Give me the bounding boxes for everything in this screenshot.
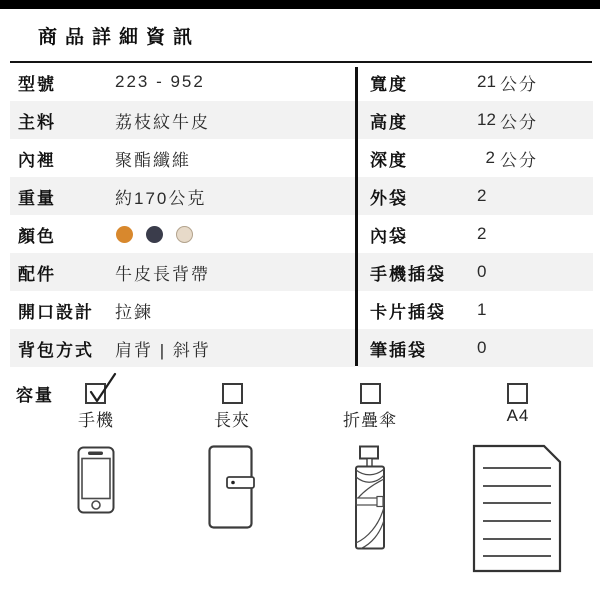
spec-label: 筆插袋 <box>370 340 427 360</box>
page-title: 商品詳細資訊 <box>38 27 201 48</box>
spec-value: 223 - 952 <box>115 72 205 91</box>
spec-label: 寬度 <box>370 74 408 94</box>
spec-label: 型號 <box>18 74 56 94</box>
a4-paper-icon <box>472 444 562 573</box>
spec-value: 肩背 | 斜背 <box>115 340 211 360</box>
spec-number: 0 <box>477 262 487 281</box>
color-swatches <box>116 226 193 243</box>
spec-table <box>10 63 593 367</box>
spec-value: 約170公克 <box>115 188 207 208</box>
capacity-checkbox-a4[interactable] <box>507 383 528 404</box>
table-row-colors <box>10 215 355 253</box>
table-row <box>10 253 355 291</box>
spec-number: 12 <box>477 110 496 129</box>
spec-number: 21 <box>477 72 496 91</box>
capacity-checkbox-wallet[interactable] <box>222 383 243 404</box>
table-row <box>10 139 355 177</box>
spec-number: 1 <box>477 300 487 319</box>
folding-umbrella-icon <box>354 445 388 550</box>
table-row <box>358 63 593 101</box>
spec-label: 顏色 <box>18 226 56 246</box>
spec-label: 重量 <box>18 188 56 208</box>
spec-label: 深度 <box>370 150 408 170</box>
spec-label: 配件 <box>18 264 56 284</box>
table-row <box>358 215 593 253</box>
spec-value: 荔枝紋牛皮 <box>115 112 210 132</box>
spec-label: 外袋 <box>370 188 408 208</box>
table-row <box>358 139 593 177</box>
spec-value: 牛皮長背帶 <box>115 264 210 284</box>
spec-label: 主料 <box>18 112 56 132</box>
spec-unit: 公分 <box>500 150 538 170</box>
table-row <box>10 63 355 101</box>
table-row <box>10 101 355 139</box>
spec-label: 內袋 <box>370 226 408 246</box>
long-wallet-icon <box>208 445 256 529</box>
spec-label: 內裡 <box>18 150 56 170</box>
table-row <box>358 177 593 215</box>
spec-unit: 公分 <box>500 112 538 132</box>
capacity-item-label: 手機 <box>78 411 114 430</box>
phone-icon <box>77 446 115 514</box>
spec-label: 高度 <box>370 112 408 132</box>
table-row <box>358 253 593 291</box>
table-row <box>358 329 593 367</box>
spec-number: 2 <box>485 148 495 167</box>
table-row <box>10 177 355 215</box>
color-swatch-navy <box>146 226 163 243</box>
checkmark-icon <box>84 370 118 406</box>
spec-number: 2 <box>477 186 487 205</box>
capacity-item-label: 折疊傘 <box>343 411 397 430</box>
table-row <box>10 329 355 367</box>
table-row <box>358 101 593 139</box>
capacity-label: 容量 <box>16 386 54 405</box>
spec-number: 0 <box>477 338 487 357</box>
top-bar <box>0 0 600 9</box>
spec-unit: 公分 <box>500 74 538 94</box>
spec-column-right <box>358 63 593 367</box>
table-row <box>358 291 593 329</box>
capacity-checkbox-umbrella[interactable] <box>360 383 381 404</box>
spec-label: 卡片插袋 <box>370 302 446 322</box>
spec-label: 手機插袋 <box>370 264 446 284</box>
color-swatch-beige <box>176 226 193 243</box>
spec-number: 2 <box>477 224 487 243</box>
spec-value: 聚酯纖維 <box>115 150 191 170</box>
capacity-item-label: A4 <box>506 406 530 425</box>
spec-label: 開口設計 <box>18 302 94 322</box>
capacity-item-label: 長夾 <box>214 411 250 430</box>
spec-label: 背包方式 <box>18 340 94 360</box>
spec-column-left <box>10 63 355 367</box>
spec-value: 拉鍊 <box>115 302 153 322</box>
color-swatch-orange <box>116 226 133 243</box>
table-row <box>10 291 355 329</box>
